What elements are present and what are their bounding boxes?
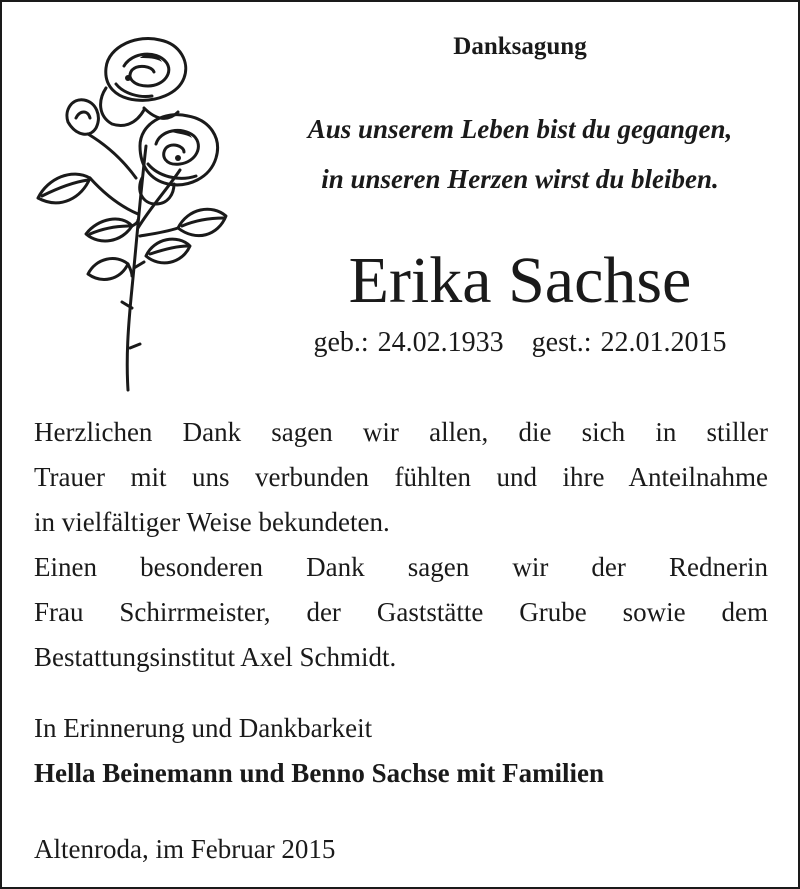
motto-line-1: Aus unserem Leben bist du gegangen, [307, 114, 733, 144]
paragraph-line: Bestattungsinstitut Axel Schmidt. [34, 642, 397, 672]
rose-icon [28, 28, 233, 396]
special-thanks-paragraph [34, 545, 768, 680]
place-date: Altenroda, im Februar 2015 [34, 834, 336, 864]
signatories: Hella Beinemann und Benno Sachse mit Familien [34, 758, 605, 788]
paragraph-line: Einen besonderen Dank sagen wir der Rednerin [34, 552, 768, 582]
paragraph-line: Trauer mit uns verbunden fühlten und ihre Anteilnahme [34, 462, 768, 492]
motto [250, 104, 790, 204]
paragraph-line: Frau Schirrmeister, der Gaststätte Grube sowie dem [34, 597, 768, 627]
heading: Danksagung [453, 33, 587, 60]
paragraph-line: Herzlichen Dank sagen wir allen, die sich in stiller [34, 417, 768, 447]
life-dates [250, 325, 790, 361]
paragraph-line: in vielfältiger Weise bekundeten. [34, 507, 390, 537]
motto-line-2: in unseren Herzen wirst du bleiben. [321, 164, 719, 194]
death-date: gest.: 22.01.2015 [531, 327, 727, 358]
birth-date: geb.: 24.02.1933 [313, 327, 504, 358]
closing-line: In Erinnerung und Dankbarkeit [34, 713, 373, 743]
closing-block [34, 706, 768, 796]
thanks-paragraph [34, 410, 768, 545]
deceased-name: Erika Sachse [348, 244, 692, 317]
